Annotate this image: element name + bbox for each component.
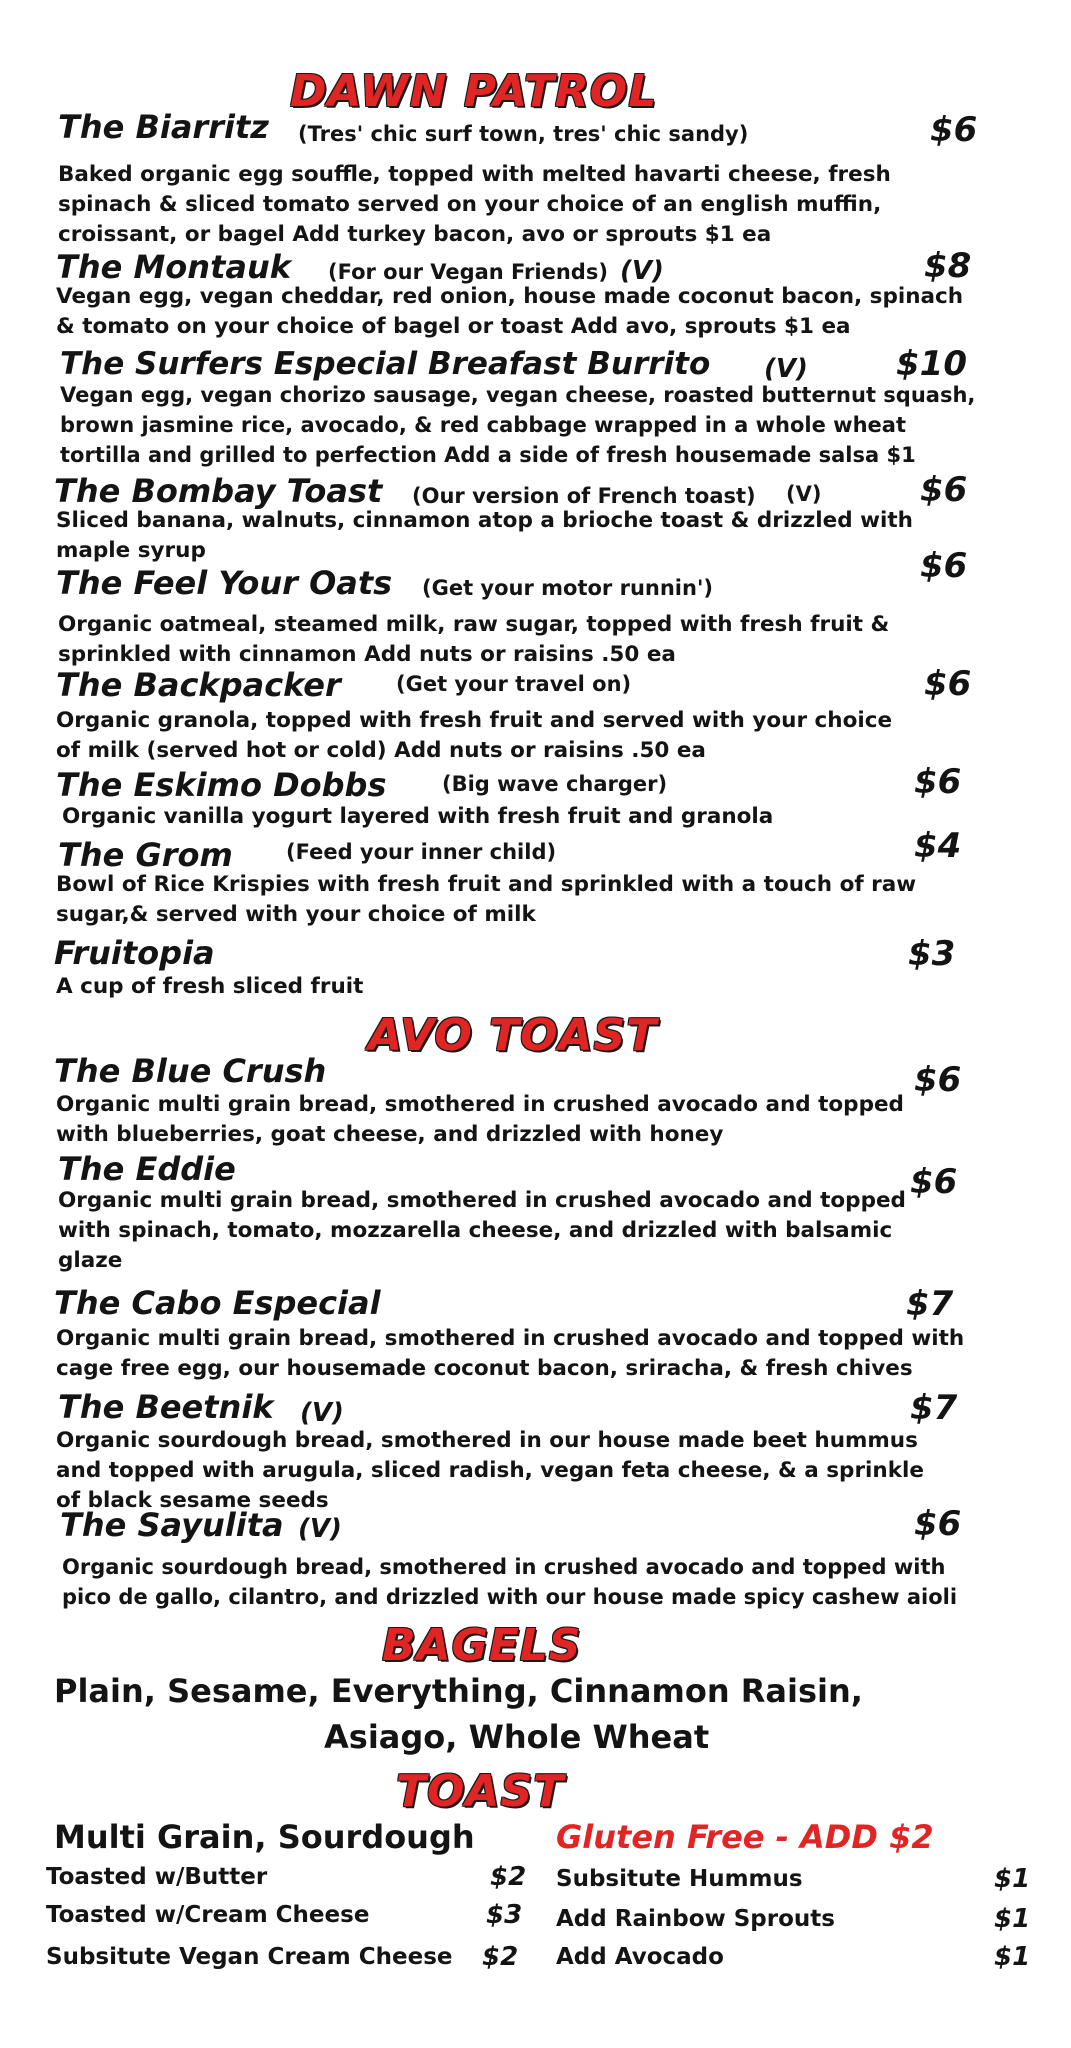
item-desc-grom: Bowl of Rice Krispies with fresh fruit and sprinkled with a touch of raw sugar,& served with your choice of milk bbox=[56, 872, 917, 927]
toast-gluten-free: Gluten Free - ADD $2 bbox=[556, 1818, 934, 1856]
item-price-cabo-especial: $7 bbox=[906, 1284, 954, 1324]
item-name-bombay-toast: The Bombay Toast bbox=[54, 472, 383, 510]
item-tag-sayulita: (V) bbox=[298, 1514, 342, 1544]
item-name-grom: The Grom bbox=[58, 836, 233, 874]
section-title-toast: TOAST bbox=[396, 1766, 565, 1817]
item-note-feel-your-oats: (Get your motor runnin') bbox=[422, 576, 713, 600]
toast-addon-price: $1 bbox=[994, 1942, 1031, 1972]
item-tag-montauk: (V) bbox=[620, 256, 664, 286]
item-note-biarritz: (Tres' chic surf town, tres' chic sandy) bbox=[298, 122, 749, 146]
bagel-list-line1: Plain, Sesame, Everything, Cinnamon Raisin, bbox=[54, 1672, 863, 1710]
item-desc-fruitopia: A cup of fresh sliced fruit bbox=[56, 974, 364, 999]
toast-addon-label: Add Rainbow Sprouts bbox=[556, 1906, 835, 1932]
toast-addon-price: $1 bbox=[994, 1904, 1031, 1934]
item-name-eddie: The Eddie bbox=[58, 1150, 236, 1188]
toast-addon-label: Toasted w/Cream Cheese bbox=[46, 1902, 370, 1928]
bagel-list-line2: Asiago, Whole Wheat bbox=[324, 1718, 710, 1756]
toast-addon-label: Toasted w/Butter bbox=[46, 1864, 268, 1890]
item-price-beetnik: $7 bbox=[910, 1388, 958, 1428]
item-name-feel-your-oats: The Feel Your Oats bbox=[56, 564, 393, 602]
item-price-blue-crush: $6 bbox=[914, 1060, 962, 1100]
item-name-burrito: The Surfers Especial Breafast Burrito bbox=[60, 346, 711, 382]
item-price-burrito: $10 bbox=[896, 344, 967, 384]
item-note-montauk: (For our Vegan Friends) bbox=[328, 260, 608, 284]
item-price-bombay-toast: $6 bbox=[920, 470, 968, 510]
toast-addon-price: $2 bbox=[482, 1942, 519, 1972]
item-name-biarritz: The Biarritz bbox=[58, 108, 269, 146]
item-desc-eddie: Organic multi grain bread, smothered in crushed avocado and topped with spinach, tomato, mozzarella cheese, and drizzled with balsamic glaze bbox=[58, 1188, 906, 1273]
toast-addon-label: Add Avocado bbox=[556, 1944, 724, 1970]
toast-addon-label: Subsitute Vegan Cream Cheese bbox=[46, 1944, 453, 1970]
item-tag-beetnik: (V) bbox=[300, 1398, 344, 1428]
section-title-dawn-patrol: DAWN PATROL bbox=[290, 66, 658, 117]
item-note-backpacker: (Get your travel on) bbox=[396, 672, 632, 696]
item-desc-bombay-toast: Sliced banana, walnuts, cinnamon atop a brioche toast & drizzled with maple syrup bbox=[56, 508, 913, 563]
toast-addon-label: Subsitute Hummus bbox=[556, 1866, 803, 1892]
item-name-beetnik: The Beetnik bbox=[58, 1388, 274, 1426]
item-desc-blue-crush: Organic multi grain bread, smothered in crushed avocado and topped with blueberries, goat cheese, and drizzled with honey bbox=[56, 1092, 904, 1147]
item-tag-bombay-toast: (V) bbox=[786, 482, 822, 506]
toast-addon-price: $1 bbox=[994, 1864, 1031, 1894]
item-desc-montauk: Vegan egg, vegan cheddar, red onion, house made coconut bacon, spinach & tomato on your choice of bagel or toast Add avo, sprouts $1 ea bbox=[56, 284, 964, 339]
toast-breads: Multi Grain, Sourdough bbox=[54, 1818, 475, 1856]
item-desc-burrito: Vegan egg, vegan chorizo sausage, vegan cheese, roasted butternut squash, brown jasmine rice, avocado, & red cabbage wrapped in a whole wheat tortilla and grilled to perfection Add a side of fresh housemade salsa $1 bbox=[60, 383, 976, 467]
item-tag-burrito: (V) bbox=[764, 354, 808, 384]
item-name-sayulita: The Sayulita bbox=[60, 1506, 284, 1544]
item-note-grom: (Feed your inner child) bbox=[286, 840, 557, 864]
item-price-feel-your-oats: $6 bbox=[920, 546, 968, 586]
toast-addon-price: $2 bbox=[490, 1862, 527, 1892]
item-note-bombay-toast: (Our version of French toast) bbox=[412, 484, 756, 508]
item-price-eddie: $6 bbox=[910, 1162, 958, 1202]
item-desc-beetnik: Organic sourdough bread, smothered in our house made beet hummus and topped with arugula, sliced radish, vegan feta cheese, & a sprinkle of black sesame seeds bbox=[56, 1428, 924, 1513]
item-price-grom: $4 bbox=[914, 826, 962, 866]
item-desc-backpacker: Organic granola, topped with fresh fruit and served with your choice of milk (served hot or cold) Add nuts or raisins .50 ea bbox=[56, 708, 893, 763]
item-desc-cabo-especial: Organic multi grain bread, smothered in crushed avocado and topped with cage free egg, our housemade coconut bacon, sriracha, & fresh chives bbox=[56, 1326, 965, 1381]
item-price-fruitopia: $3 bbox=[908, 934, 956, 974]
item-price-biarritz: $6 bbox=[930, 110, 978, 150]
item-desc-biarritz: Baked organic egg souffle, topped with melted havarti cheese, fresh spinach & sliced tomato served on your choice of an english muffin, croissant, or bagel Add turkey bacon, avo or sprouts $1 ea bbox=[58, 162, 891, 247]
item-price-sayulita: $6 bbox=[914, 1504, 962, 1544]
toast-addon-price: $3 bbox=[486, 1900, 523, 1930]
item-desc-feel-your-oats: Organic oatmeal, steamed milk, raw sugar, topped with fresh fruit & sprinkled with cinnamon Add nuts or raisins .50 ea bbox=[58, 612, 890, 667]
item-price-eskimo-dobbs: $6 bbox=[914, 762, 962, 802]
item-name-montauk: The Montauk bbox=[56, 248, 292, 286]
item-note-eskimo-dobbs: (Big wave charger) bbox=[442, 772, 668, 796]
item-name-backpacker: The Backpacker bbox=[56, 666, 341, 704]
item-desc-sayulita: Organic sourdough bread, smothered in crushed avocado and topped with pico de gallo, cilantro, and drizzled with our house made spicy cashew aioli bbox=[62, 1555, 958, 1609]
item-name-fruitopia: Fruitopia bbox=[54, 934, 215, 972]
section-title-bagels: BAGELS bbox=[382, 1620, 582, 1671]
section-title-avo-toast: AVO TOAST bbox=[368, 1010, 658, 1061]
item-desc-eskimo-dobbs: Organic vanilla yogurt layered with fresh fruit and granola bbox=[62, 804, 774, 829]
item-name-cabo-especial: The Cabo Especial bbox=[54, 1284, 381, 1322]
item-price-montauk: $8 bbox=[924, 246, 972, 286]
item-price-backpacker: $6 bbox=[924, 664, 972, 704]
item-name-blue-crush: The Blue Crush bbox=[54, 1052, 327, 1090]
item-name-eskimo-dobbs: The Eskimo Dobbs bbox=[56, 766, 387, 804]
